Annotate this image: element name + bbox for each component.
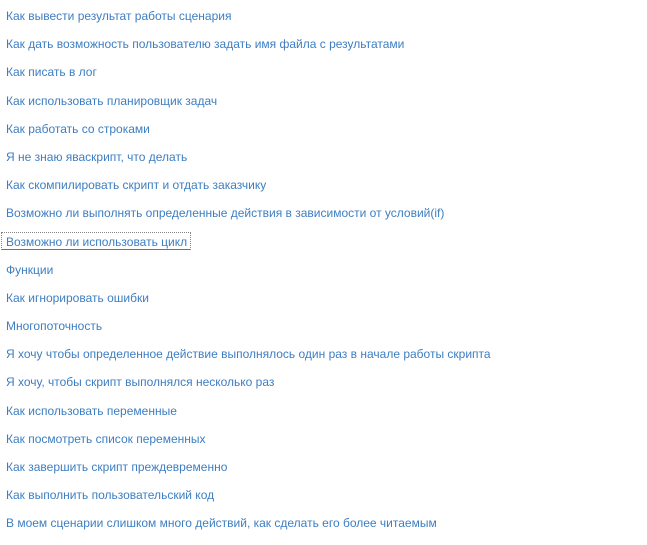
faq-row: [6, 347, 639, 375]
faq-link[interactable]: Как игнорировать ошибки: [6, 290, 149, 305]
faq-link[interactable]: Возможно ли использовать цикл: [6, 234, 188, 249]
faq-link[interactable]: Я не знаю яваскрипт, что делать: [6, 149, 188, 164]
faq-row: [6, 9, 639, 37]
faq-row: [6, 94, 639, 122]
faq-row: [6, 432, 639, 460]
faq-link[interactable]: Как вывести результат работы сценария: [6, 9, 232, 23]
faq-row: [6, 235, 639, 263]
faq-link[interactable]: Как скомпилировать скрипт и отдать заказчику: [6, 178, 267, 193]
faq-row: [6, 516, 639, 544]
faq-link[interactable]: Как дать возможность пользователю задать имя файла с результатами: [6, 37, 405, 52]
faq-row: [6, 150, 639, 178]
faq-row: [6, 206, 639, 234]
faq-link[interactable]: Я хочу чтобы определенное действие выполнялось один раз в начале работы скрипта: [6, 347, 491, 362]
faq-link[interactable]: Я хочу, чтобы скрипт выполнялся несколько раз: [6, 375, 275, 390]
faq-row: [6, 375, 639, 403]
faq-row: [6, 319, 639, 347]
faq-row: [6, 404, 639, 432]
faq-link[interactable]: Как использовать планировщик задач: [6, 93, 218, 108]
faq-link[interactable]: В моем сценарии слишком много действий, как сделать его более читаемым: [6, 516, 437, 531]
faq-row: [6, 291, 639, 319]
faq-link[interactable]: Многопоточность: [6, 319, 103, 334]
faq-row: [6, 488, 639, 516]
faq-link[interactable]: Как завершить скрипт преждевременно: [6, 460, 228, 474]
faq-row: [6, 178, 639, 206]
faq-row: [6, 263, 639, 291]
faq-row: [6, 37, 639, 65]
faq-link[interactable]: Возможно ли выполнять определенные действия в зависимости от условий(if): [6, 206, 445, 221]
faq-link[interactable]: Как выполнить пользовательский код: [6, 488, 215, 503]
faq-row: [6, 122, 639, 150]
focus-rectangle: [1, 232, 191, 250]
faq-row: [6, 460, 639, 488]
faq-row: [6, 65, 639, 93]
faq-link[interactable]: Как посмотреть список переменных: [6, 431, 206, 446]
faq-link[interactable]: Функции: [6, 262, 54, 277]
faq-link[interactable]: Как работать со строками: [6, 121, 150, 136]
faq-link[interactable]: Как писать в лог: [6, 65, 97, 80]
faq-link[interactable]: Как использовать переменные: [6, 403, 177, 418]
